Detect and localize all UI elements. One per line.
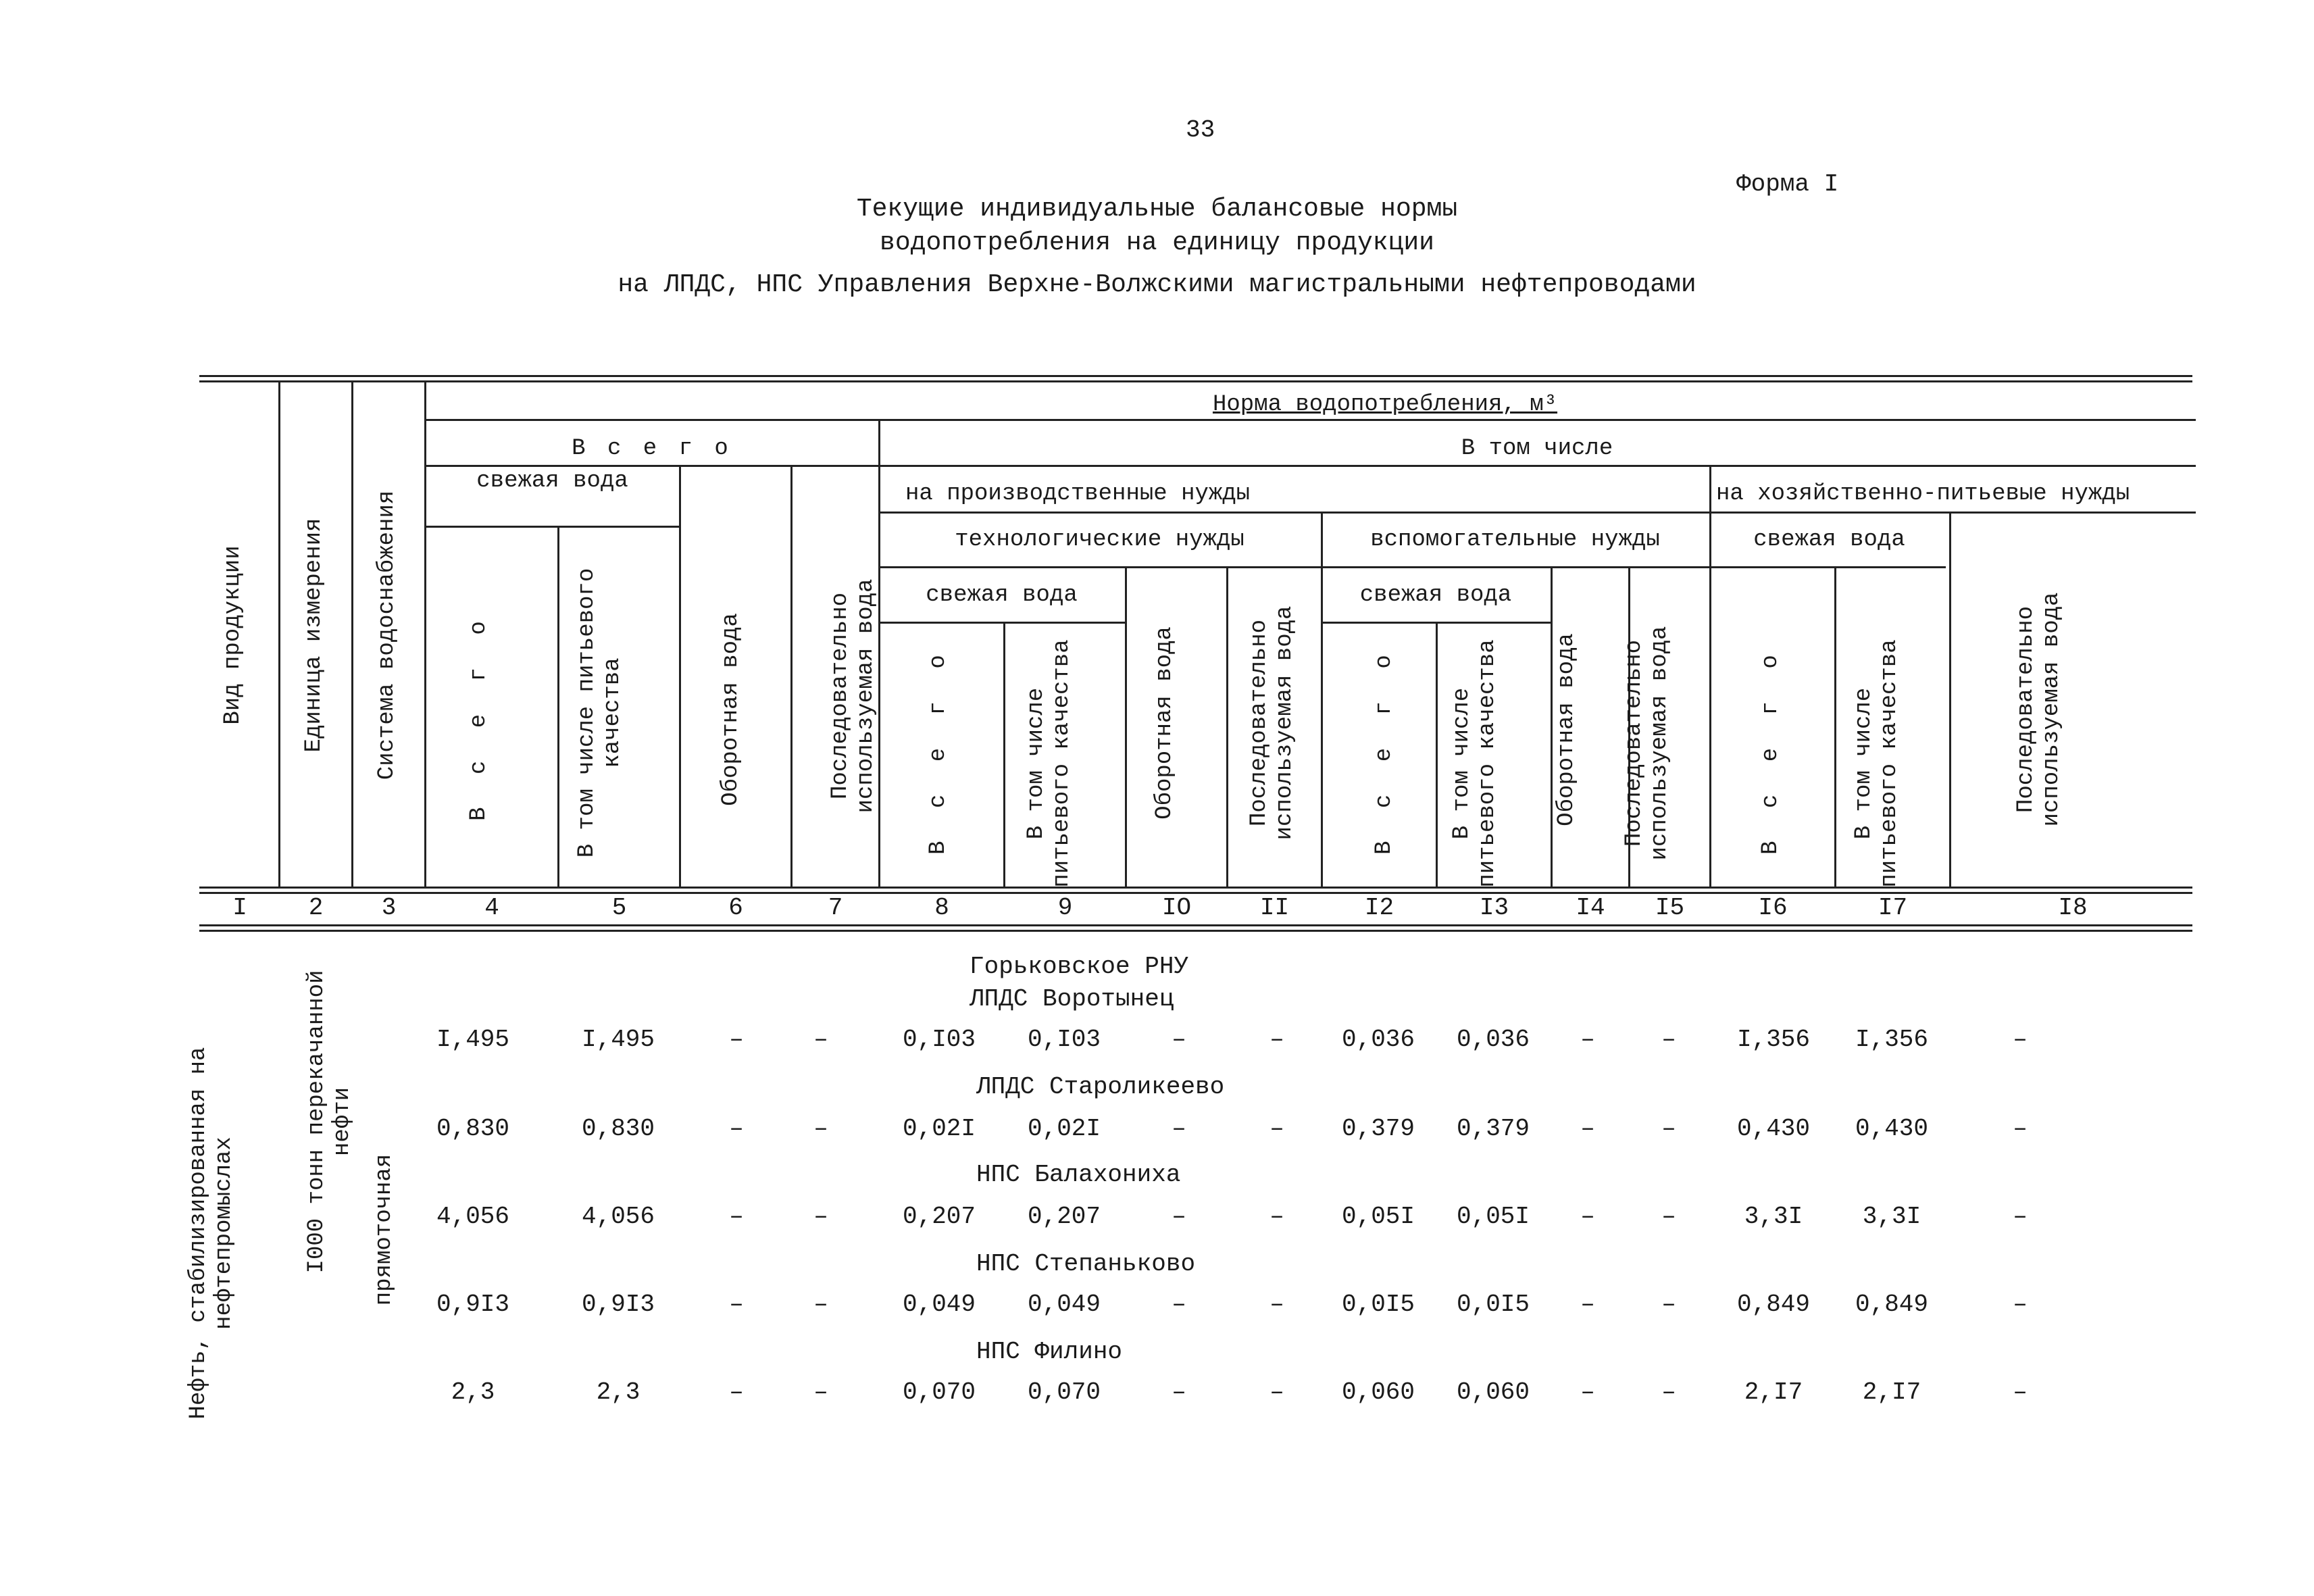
header-norma: Норма водопотребления, м³	[1212, 392, 1558, 418]
table-cell: –	[813, 1291, 828, 1318]
col-16-vsego: В с е г о	[1758, 645, 1784, 855]
table-cell: 0,070	[902, 1378, 976, 1406]
table-cell: I,356	[1736, 1026, 1811, 1053]
table-cell: 2,I7	[1862, 1378, 1921, 1406]
col-10-oborot: Оборотная вода	[1152, 626, 1178, 820]
table-cell: –	[1580, 1291, 1595, 1318]
table-cell: 0,05I	[1456, 1203, 1530, 1230]
table-cell: 0,060	[1341, 1378, 1415, 1406]
table-cell: –	[2013, 1291, 2028, 1318]
table-cell: –	[1172, 1115, 1186, 1143]
table-cell: 0,830	[436, 1115, 510, 1143]
header-svezhaya-hoz: свежая вода	[1753, 527, 1905, 553]
header-svezhaya-aux: свежая вода	[1359, 582, 1512, 608]
col-4-vsego: В с е г о	[466, 612, 492, 821]
table-cell: –	[729, 1026, 744, 1053]
group-title: Горьковское РНУ	[970, 953, 1189, 980]
col-num: I5	[1655, 894, 1685, 922]
table-cell: –	[729, 1291, 744, 1318]
table-cell: –	[1661, 1291, 1676, 1318]
station-name: ЛПДС Воротынец	[970, 985, 1174, 1013]
col-vid-produktsii: Вид продукции	[220, 545, 246, 725]
col-num: 9	[1057, 894, 1073, 922]
table-cell: –	[1172, 1026, 1186, 1053]
table-cell: 0,430	[1736, 1115, 1811, 1143]
header-hoz-nuzhdy: на хозяйственно-питьевые нужды	[1716, 481, 2130, 507]
col-num: 7	[828, 894, 843, 922]
table-cell: 0,060	[1456, 1378, 1530, 1406]
table-cell: –	[1172, 1203, 1186, 1230]
table-cell: 0,9I3	[581, 1291, 655, 1318]
header-vspomog: вспомогательные нужды	[1370, 527, 1660, 553]
table-cell: 0,049	[902, 1291, 976, 1318]
col-num: I7	[1878, 894, 1908, 922]
header-vsego: В с е г о	[572, 436, 732, 462]
table-cell: 0,379	[1341, 1115, 1415, 1143]
col-7-posled: Последовательно используемая вода	[828, 578, 879, 814]
table-cell: 4,056	[581, 1203, 655, 1230]
table-cell: –	[2013, 1026, 2028, 1053]
table-cell: 3,3I	[1744, 1203, 1803, 1230]
col-15-posled: Последовательно используемая вода	[1621, 626, 1673, 861]
col-num: I3	[1479, 894, 1509, 922]
table-cell: I,495	[581, 1026, 655, 1053]
table-cell: –	[1269, 1203, 1284, 1230]
table-cell: 0,05I	[1341, 1203, 1415, 1230]
table-cell: –	[2013, 1115, 2028, 1143]
col-num: I6	[1758, 894, 1788, 922]
table-cell: –	[813, 1026, 828, 1053]
table-cell: –	[813, 1203, 828, 1230]
col-17-pitevogo: В том числе питьевого качества	[1851, 639, 1903, 888]
table-cell: 2,I7	[1744, 1378, 1803, 1406]
table-cell: –	[813, 1115, 828, 1143]
product-system: прямоточная	[372, 1153, 397, 1306]
col-num: II	[1259, 894, 1290, 922]
table-cell: 0,379	[1456, 1115, 1530, 1143]
table-cell: –	[729, 1115, 744, 1143]
col-num: I8	[2058, 894, 2088, 922]
table-cell: 0,9I3	[436, 1291, 510, 1318]
col-num: 5	[611, 894, 627, 922]
col-sistema: Система водоснабжения	[374, 490, 400, 780]
col-num: I2	[1364, 894, 1394, 922]
col-11-posled: Последовательно используемая вода	[1247, 605, 1298, 841]
table-cell: 0,207	[902, 1203, 976, 1230]
title-line-3: на ЛПДС, НПС Управления Верхне-Волжскими магистральными нефтепроводами	[618, 270, 1696, 299]
table-cell: –	[1661, 1378, 1676, 1406]
table-cell: –	[1661, 1026, 1676, 1053]
table-cell: 0,02I	[902, 1115, 976, 1143]
table-cell: –	[2013, 1378, 2028, 1406]
table-cell: –	[1661, 1115, 1676, 1143]
table-cell: –	[2013, 1203, 2028, 1230]
table-cell: –	[813, 1378, 828, 1406]
table-cell: –	[1580, 1203, 1595, 1230]
table-cell: 0,070	[1027, 1378, 1101, 1406]
table-cell: 0,0I5	[1341, 1291, 1415, 1318]
table-cell: –	[729, 1203, 744, 1230]
table-cell: –	[1172, 1291, 1186, 1318]
col-9-pitevogo: В том числе питьевого качества	[1024, 639, 1075, 888]
col-8-vsego: В с е г о	[926, 645, 951, 855]
header-v-tom-chisle: В том числе	[1461, 436, 1613, 462]
table-cell: 0,02I	[1027, 1115, 1101, 1143]
table-cell: –	[1580, 1378, 1595, 1406]
table-cell: 0,036	[1456, 1026, 1530, 1053]
table-cell: –	[1580, 1115, 1595, 1143]
table-cell: 0,430	[1855, 1115, 1929, 1143]
table-cell: 0,I03	[1027, 1026, 1101, 1053]
table-cell: 0,036	[1341, 1026, 1415, 1053]
table-cell: –	[1661, 1203, 1676, 1230]
table-cell: 0,049	[1027, 1291, 1101, 1318]
col-18-posled: Последовательно используемая вода	[2013, 592, 2065, 827]
form-label: Форма I	[1736, 170, 1839, 198]
col-num: 2	[308, 894, 324, 922]
title-line-2: водопотребления на единицу продукции	[880, 228, 1434, 257]
table-cell: 0,0I5	[1456, 1291, 1530, 1318]
col-num: 6	[728, 894, 743, 922]
table-cell: 2,3	[451, 1378, 495, 1406]
table-cell: –	[1580, 1026, 1595, 1053]
col-num: 4	[484, 894, 499, 922]
col-num: 8	[934, 894, 949, 922]
table-cell: –	[729, 1378, 744, 1406]
col-num: I4	[1576, 894, 1605, 922]
table-cell: 2,3	[596, 1378, 640, 1406]
table-cell: 0,849	[1736, 1291, 1811, 1318]
table-cell: –	[1172, 1378, 1186, 1406]
col-num: IO	[1161, 894, 1192, 922]
table-cell: 0,849	[1855, 1291, 1929, 1318]
header-tehnolog: технологические нужды	[955, 527, 1244, 553]
table-cell: I,356	[1855, 1026, 1929, 1053]
table-cell: –	[1269, 1026, 1284, 1053]
table-cell: I,495	[436, 1026, 510, 1053]
col-num: 3	[381, 894, 397, 922]
col-edinitsa: Единица измерения	[301, 518, 327, 753]
station-name: НПС Балахониха	[976, 1161, 1181, 1189]
table-cell: 0,I03	[902, 1026, 976, 1053]
table-cell: 3,3I	[1862, 1203, 1921, 1230]
col-num: I	[232, 894, 247, 922]
table-cell: –	[1269, 1378, 1284, 1406]
header-svezhaya-tech: свежая вода	[926, 582, 1078, 608]
table-cell: 4,056	[436, 1203, 510, 1230]
col-12-vsego: В с е г о	[1372, 645, 1397, 855]
product-unit: I000 тонн перекачанной нефти	[304, 970, 355, 1274]
col-5-pitevogo: В том числе питьевого качества	[574, 568, 626, 858]
station-name: НПС Филино	[976, 1338, 1123, 1366]
table-cell: 0,830	[581, 1115, 655, 1143]
table-cell: –	[1269, 1291, 1284, 1318]
header-proizv-nuzhdy: на производственные нужды	[905, 481, 1251, 507]
col-13-pitevogo: В том числе питьевого качества	[1449, 639, 1501, 888]
station-name: ЛПДС Староликеево	[976, 1073, 1225, 1101]
col-6-oborot: Оборотная вода	[718, 613, 744, 806]
col-14-oborot: Оборотная вода	[1554, 633, 1580, 826]
table-cell: –	[1269, 1115, 1284, 1143]
station-name: НПС Степаньково	[976, 1250, 1196, 1278]
page-number: 33	[1186, 116, 1215, 144]
product-vid: Нефть, стабилизированная на нефтепромыслах	[186, 1047, 237, 1420]
title-line-1: Текущие индивидуальные балансовые нормы	[856, 195, 1458, 224]
header-svezhaya-voda-total: свежая вода	[476, 468, 628, 494]
table-cell: 0,207	[1027, 1203, 1101, 1230]
